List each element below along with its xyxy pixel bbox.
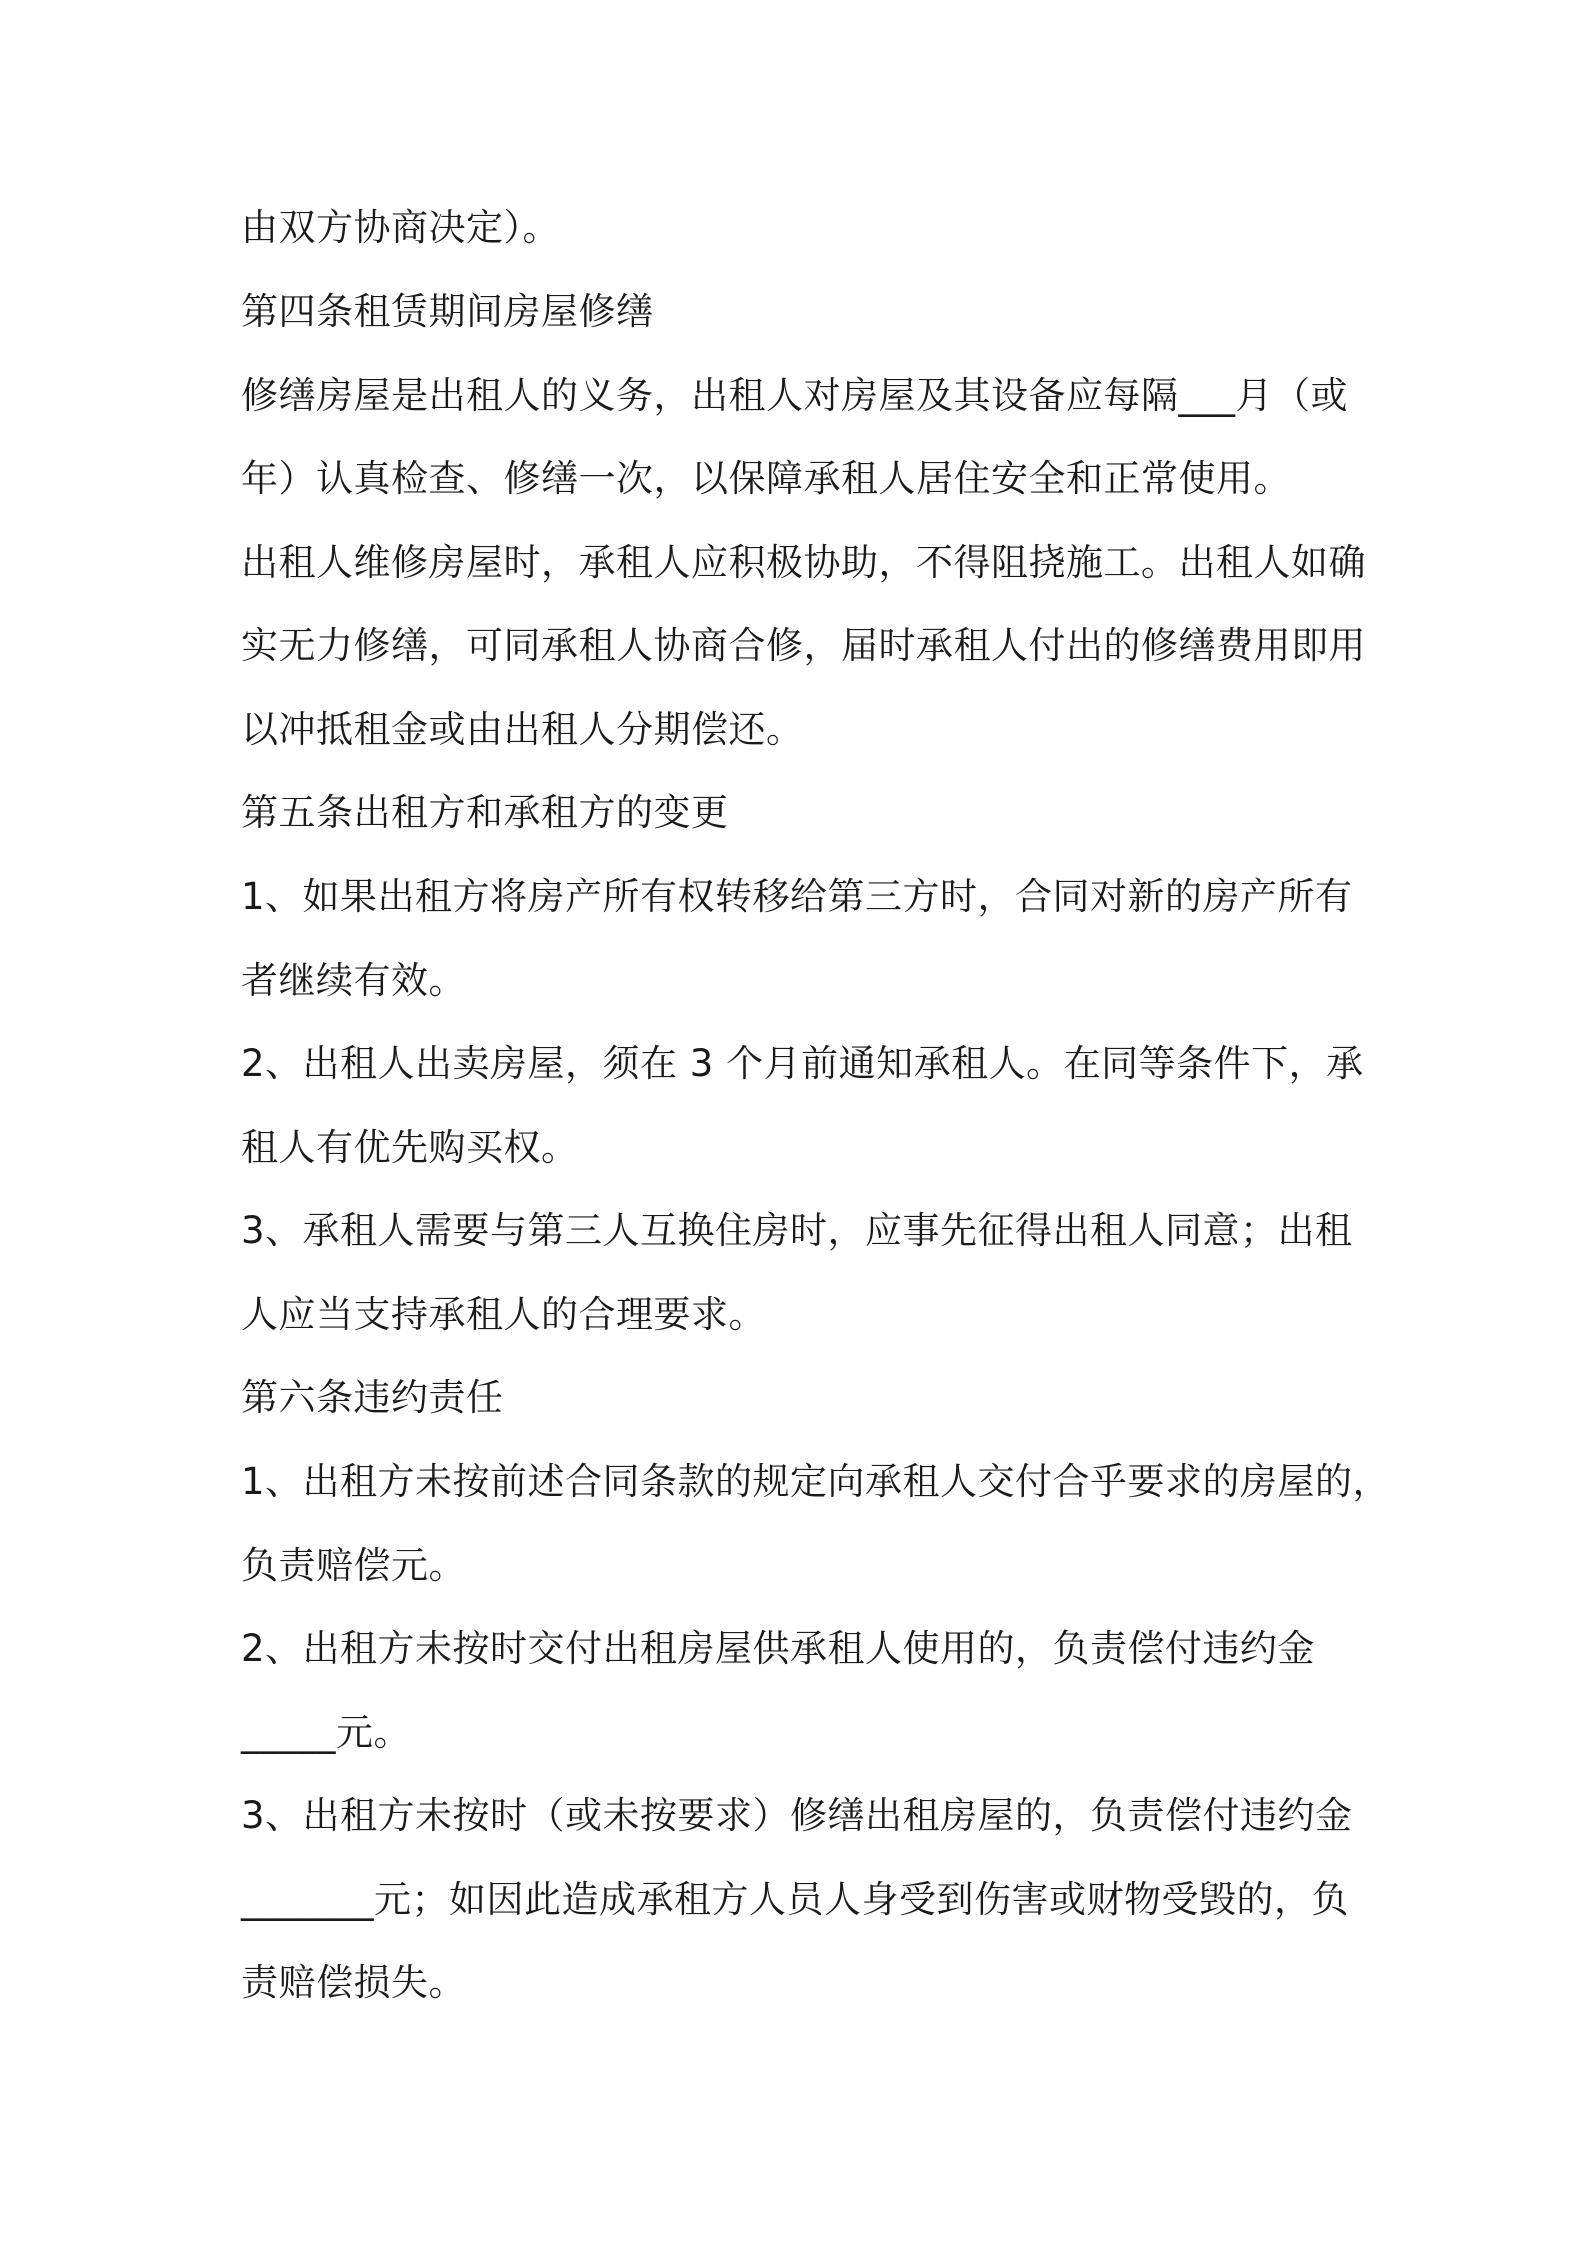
text-line: _____元。 xyxy=(241,1711,411,1754)
text-line: _______元；如因此造成承租方人员人身受到伤害或财物受毁的，负 xyxy=(241,1878,1349,1921)
text-line: 1、出租方未按前述合同条款的规定向承租人交付合乎要求的房屋的， xyxy=(241,1460,1391,1503)
text-line: 负责赔偿元。 xyxy=(241,1544,466,1587)
section-heading-6: 第六条违约责任 xyxy=(241,1376,504,1419)
text-line: 1、如果出租方将房产所有权转移给第三方时，合同对新的房产所有 xyxy=(241,875,1353,918)
section-heading-5: 第五条出租方和承租方的变更 xyxy=(241,791,729,834)
text-line: 修缮房屋是出租人的义务，出租人对房屋及其设备应每隔___月（或 xyxy=(241,374,1348,417)
text-line: 3、承租人需要与第三人互换住房时，应事先征得出租人同意；出租 xyxy=(241,1209,1353,1252)
text-line: 2、出租方未按时交付出租房屋供承租人使用的，负责偿付违约金 xyxy=(241,1627,1316,1670)
section-heading-4: 第四条租赁期间房屋修缮 xyxy=(241,290,654,333)
text-line: 人应当支持承租人的合理要求。 xyxy=(241,1293,766,1336)
text-line: 者继续有效。 xyxy=(241,959,466,1002)
text-line: 出租人维修房屋时，承租人应积极协助，不得阻挠施工。出租人如确 xyxy=(241,541,1366,584)
text-line: 2、出租人出卖房屋，须在 3 个月前通知承租人。在同等条件下，承 xyxy=(241,1042,1364,1085)
text-line: 由双方协商决定）。 xyxy=(241,206,560,249)
text-line: 年）认真检查、修缮一次，以保障承租人居住安全和正常使用。 xyxy=(241,457,1291,500)
text-line: 租人有优先购买权。 xyxy=(241,1126,579,1169)
text-line: 3、出租方未按时（或未按要求）修缮出租房屋的，负责偿付违约金 xyxy=(241,1794,1353,1837)
text-line: 实无力修缮，可同承租人协商合修，届时承租人付出的修缮费用即用 xyxy=(241,624,1366,667)
text-line: 责赔偿损失。 xyxy=(241,1961,466,2004)
text-line: 以冲抵租金或由出租人分期偿还。 xyxy=(241,708,804,751)
